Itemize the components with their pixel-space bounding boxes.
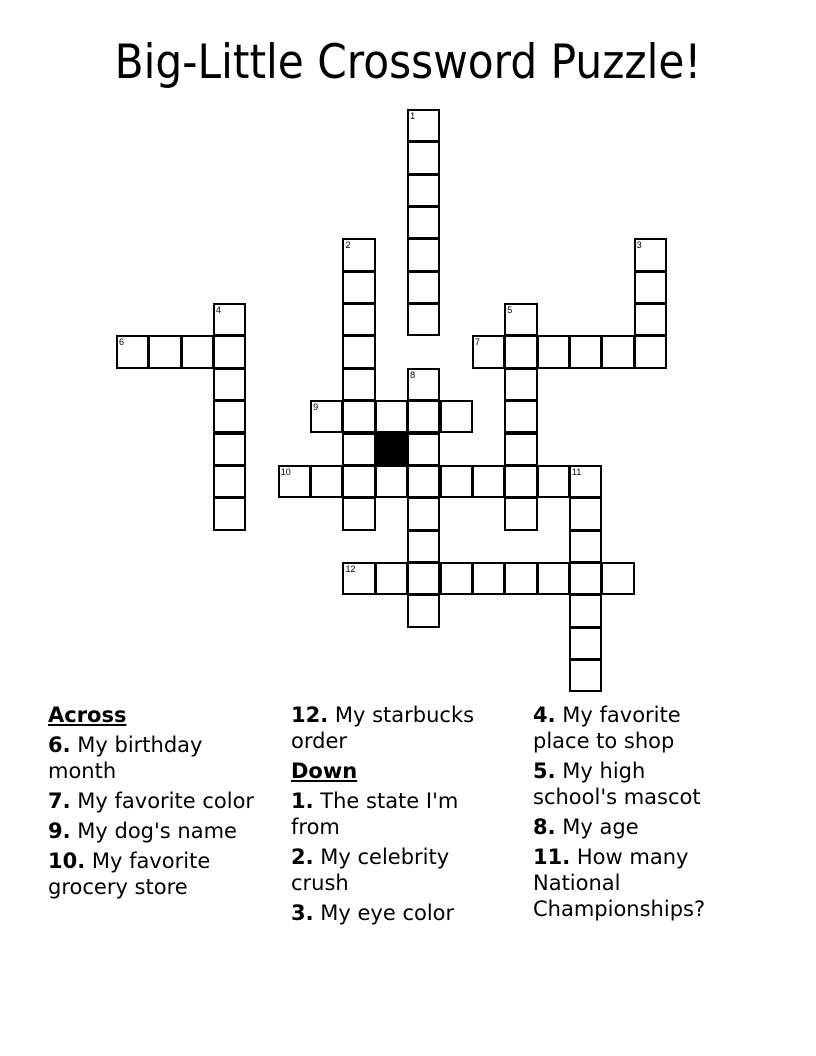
grid-cell[interactable] [342, 400, 375, 433]
clue-across-10 [48, 848, 268, 900]
grid-cell[interactable] [440, 400, 473, 433]
clue-down-11 [533, 844, 733, 922]
grid-cell[interactable] [310, 465, 343, 498]
grid-cell[interactable] [504, 335, 537, 368]
grid-cell[interactable] [569, 627, 602, 660]
clue-text: My favorite grocery store [48, 849, 211, 899]
down-header: Down [291, 759, 358, 783]
grid-cell[interactable] [407, 271, 440, 304]
clues-column-1 [48, 702, 268, 904]
grid-cell[interactable] [342, 465, 375, 498]
clue-down-5 [533, 758, 733, 810]
cell-number: 12 [345, 563, 356, 574]
grid-cell[interactable] [569, 530, 602, 563]
clue-down-1 [291, 788, 511, 840]
clue-number: 8. [533, 815, 556, 839]
grid-cell[interactable] [407, 594, 440, 627]
grid-cell[interactable] [407, 433, 440, 466]
grid-cell[interactable] [569, 335, 602, 368]
grid-cell[interactable] [504, 400, 537, 433]
cell-number: 10 [280, 466, 291, 477]
clue-text: My favorite place to shop [533, 703, 681, 753]
clue-number: 5. [533, 759, 556, 783]
grid-cell[interactable] [504, 303, 537, 336]
grid-cell[interactable] [601, 335, 634, 368]
clue-down-2 [291, 844, 511, 896]
grid-cell[interactable] [213, 368, 246, 401]
grid-cell[interactable] [504, 497, 537, 530]
clue-number: 9. [48, 819, 71, 843]
clue-number: 7. [48, 789, 71, 813]
grid-cell[interactable] [342, 433, 375, 466]
grid-cell[interactable] [472, 465, 505, 498]
cell-number: 4 [216, 305, 222, 316]
grid-cell[interactable] [213, 303, 246, 336]
grid-cell[interactable] [213, 335, 246, 368]
grid-cell[interactable] [375, 562, 408, 595]
clue-down-8 [533, 814, 733, 840]
clue-down-3 [291, 900, 511, 926]
grid-cell[interactable] [148, 335, 181, 368]
grid-cell[interactable] [569, 497, 602, 530]
grid-cell[interactable] [634, 238, 667, 271]
clue-across-6 [48, 732, 268, 784]
clue-number: 3. [291, 901, 314, 925]
grid-cell[interactable] [504, 368, 537, 401]
cell-number: 11 [571, 466, 582, 477]
grid-cell[interactable] [407, 400, 440, 433]
clue-number: 1. [291, 789, 314, 813]
grid-cell[interactable] [537, 562, 570, 595]
grid-cell[interactable] [407, 303, 440, 336]
grid-cell[interactable] [504, 433, 537, 466]
grid-cell[interactable] [213, 465, 246, 498]
cell-number: 1 [410, 111, 416, 121]
grid-cell[interactable] [213, 497, 246, 530]
clue-text: My starbucks order [291, 703, 475, 753]
clue-down-4 [533, 702, 733, 754]
grid-cell[interactable] [116, 335, 149, 368]
clue-across-7 [48, 788, 268, 814]
clue-number: 6. [48, 733, 71, 757]
grid-cell[interactable] [407, 206, 440, 239]
grid-cell[interactable] [407, 497, 440, 530]
cell-number: 6 [119, 337, 125, 348]
clue-text: The state I'm from [291, 789, 459, 839]
grid-cell[interactable] [181, 335, 214, 368]
cell-number: 3 [636, 240, 642, 251]
grid-cell[interactable] [375, 465, 408, 498]
grid-cell[interactable] [213, 400, 246, 433]
grid-cell[interactable] [342, 303, 375, 336]
grid-cell[interactable] [569, 659, 602, 692]
grid-cell[interactable] [407, 141, 440, 174]
clue-text: My birthday month [48, 733, 203, 783]
crossword-grid [117, 110, 699, 692]
clue-text: My favorite color [77, 789, 255, 813]
grid-cell[interactable] [601, 562, 634, 595]
cell-number: 7 [474, 337, 480, 348]
grid-cell[interactable] [634, 271, 667, 304]
clue-across-9 [48, 818, 268, 844]
clue-text: My age [562, 815, 639, 839]
grid-cell[interactable] [342, 562, 375, 595]
clues-column-2 [291, 702, 511, 930]
clue-text: My eye color [320, 901, 455, 925]
grid-cell[interactable] [504, 562, 537, 595]
grid-cell[interactable] [407, 174, 440, 207]
clue-across-12 [291, 702, 511, 754]
cell-number: 8 [410, 369, 416, 380]
clue-text: My celebrity crush [291, 845, 450, 895]
grid-cell[interactable] [342, 271, 375, 304]
grid-cell[interactable] [278, 465, 311, 498]
puzzle-title: Big-Little Crossword Puzzle! [114, 35, 702, 90]
cell-number: 5 [507, 305, 513, 316]
grid-cell[interactable] [342, 368, 375, 401]
grid-cell[interactable] [440, 562, 473, 595]
grid-cell[interactable] [472, 562, 505, 595]
grid-cell[interactable] [375, 400, 408, 433]
clue-number: 4. [533, 703, 556, 727]
grid-cell[interactable] [342, 238, 375, 271]
grid-cell[interactable] [537, 465, 570, 498]
grid-cell[interactable] [440, 465, 473, 498]
grid-cell[interactable] [634, 303, 667, 336]
grid-cell[interactable] [569, 465, 602, 498]
grid-cell[interactable] [342, 335, 375, 368]
grid-cell[interactable] [407, 368, 440, 401]
grid-cell[interactable] [504, 465, 537, 498]
grid-cell[interactable] [407, 465, 440, 498]
clue-text: How many National Championships? [533, 845, 706, 921]
clue-number: 12. [291, 703, 329, 727]
grid-cell[interactable] [634, 335, 667, 368]
grid-cell[interactable] [472, 335, 505, 368]
grid-cell[interactable] [537, 335, 570, 368]
grid-cell[interactable] [407, 530, 440, 563]
grid-cell[interactable] [213, 433, 246, 466]
grid-cell[interactable] [407, 238, 440, 271]
grid-cell[interactable] [310, 400, 343, 433]
grid-cell[interactable] [407, 109, 440, 142]
clue-number: 11. [533, 845, 571, 869]
clue-number: 10. [48, 849, 86, 873]
grid-cell[interactable] [407, 562, 440, 595]
clue-text: My dog's name [77, 819, 237, 843]
grid-cell[interactable] [569, 562, 602, 595]
grid-cell[interactable] [342, 497, 375, 530]
black-cell [375, 433, 408, 466]
grid-cell[interactable] [569, 594, 602, 627]
clues-column-3 [533, 702, 733, 926]
cell-number: 9 [313, 402, 319, 413]
cell-number: 2 [345, 240, 351, 251]
clue-text: My high school's mascot [533, 759, 701, 809]
clue-number: 2. [291, 845, 314, 869]
across-header: Across [48, 703, 127, 727]
